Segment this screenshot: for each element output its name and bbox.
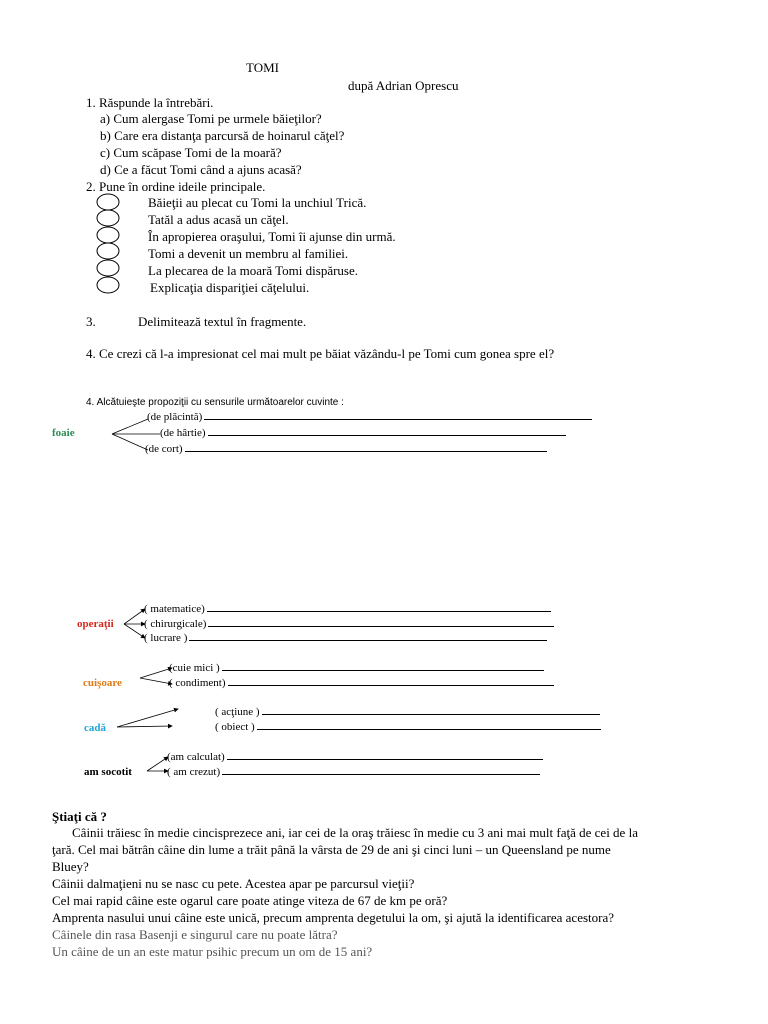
q3-number: 3. xyxy=(86,314,96,329)
idea-item: În apropierea oraşului, Tomi îi ajunse din urmă. xyxy=(148,229,396,244)
q1-heading: 1. Răspunde la întrebări. xyxy=(86,95,214,110)
sense-label: (de plăcintă) xyxy=(147,411,203,423)
page-title: TOMI xyxy=(246,60,279,75)
word-foaie: foaie xyxy=(52,427,75,439)
q1-item: a) Cum alergase Tomi pe urmele băieţilor? xyxy=(100,111,322,126)
sense-label: ( am crezut) xyxy=(167,766,221,778)
word-cuisoare: cuişoare xyxy=(83,677,122,689)
idea-item: Băieţii au plecat cu Tomi la unchiul Trică. xyxy=(148,195,367,210)
arrow xyxy=(140,668,172,678)
q1-item: c) Cum scăpase Tomi de la moară? xyxy=(100,145,282,160)
fact-line: Câinii dalmaţieni nu se nasc cu pete. Acestea apar pe parcursul vieţii? xyxy=(52,876,415,891)
q3-text: Delimitează textul în fragmente. xyxy=(138,314,307,329)
arrow xyxy=(112,419,148,434)
q1-item: b) Care era distanţa parcursă de hoinarul căţel? xyxy=(100,128,345,143)
facts-title: Ştiaţi că ? xyxy=(52,809,107,824)
sense-label: (am calculat) xyxy=(167,751,225,763)
word-am-socotit: am socotit xyxy=(84,766,132,778)
q4-text: 4. Ce crezi că l-a impresionat cel mai mult pe băiat văzându-l pe Tomi cum gonea spre el? xyxy=(86,346,555,361)
sense-label: ( matematice) xyxy=(144,603,205,615)
word-cada: cadă xyxy=(84,722,106,734)
fact-line: Bluey? xyxy=(52,859,89,874)
fact-line: Cel mai rapid câine este ogarul care poate atinge viteza de 67 de km pe oră? xyxy=(52,893,448,908)
sense-label: ( chirurgicale) xyxy=(144,618,207,630)
fact-line: ţară. Cel mai bătrân câine din lume a trăit până la vârsta de 29 de ani şi cinci luni – un Queensland pe nume xyxy=(52,842,611,857)
fact-line: Câinele din rasa Basenji e singurul care nu poate lătra? xyxy=(52,927,338,942)
q2-heading: 2. Pune în ordine ideile principale. xyxy=(86,179,266,194)
idea-item: Explicaţia dispariţiei căţelului. xyxy=(150,280,310,295)
word-operatii: operaţii xyxy=(77,618,114,630)
idea-item: Tatăl a adus acasă un căţel. xyxy=(148,212,289,227)
arrow xyxy=(147,757,168,771)
q1-item: d) Ce a făcut Tomi când a ajuns acasă? xyxy=(100,162,302,177)
fact-line: Câinii trăiesc în medie cincisprezece ani, iar cei de la oraş trăiesc în medie cu 3 ani mai mult faţă de cei de la xyxy=(72,825,638,840)
arrow xyxy=(117,726,172,727)
arrow xyxy=(140,678,172,684)
sense-label: ( lucrare ) xyxy=(144,632,188,644)
author-line: după Adrian Oprescu xyxy=(348,78,459,93)
idea-item: La plecarea de la moară Tomi dispăruse. xyxy=(148,263,359,278)
sense-label: (cuie mici ) xyxy=(169,662,220,674)
arrow xyxy=(124,609,145,624)
arrow xyxy=(112,434,148,450)
sense-label: (de hârtie) xyxy=(160,427,206,439)
exercise-heading: 4. Alcătuieşte propoziţii cu sensurile următoarelor cuvinte : xyxy=(86,397,344,408)
fact-line: Un câine de un an este matur psihic precum un om de 15 ani? xyxy=(52,944,373,959)
sense-label: (de cort) xyxy=(145,443,183,455)
fact-line: Amprenta nasului unui câine este unică, precum amprenta degetului la om, şi ajută la identificarea acestora? xyxy=(52,910,615,925)
idea-item: Tomi a devenit un membru al familiei. xyxy=(148,246,349,261)
sense-label: ( obiect ) xyxy=(215,721,255,733)
sense-label: ( acţiune ) xyxy=(215,706,260,718)
sense-label: ( condiment) xyxy=(169,677,226,689)
arrow xyxy=(117,709,178,727)
arrow xyxy=(124,624,145,638)
